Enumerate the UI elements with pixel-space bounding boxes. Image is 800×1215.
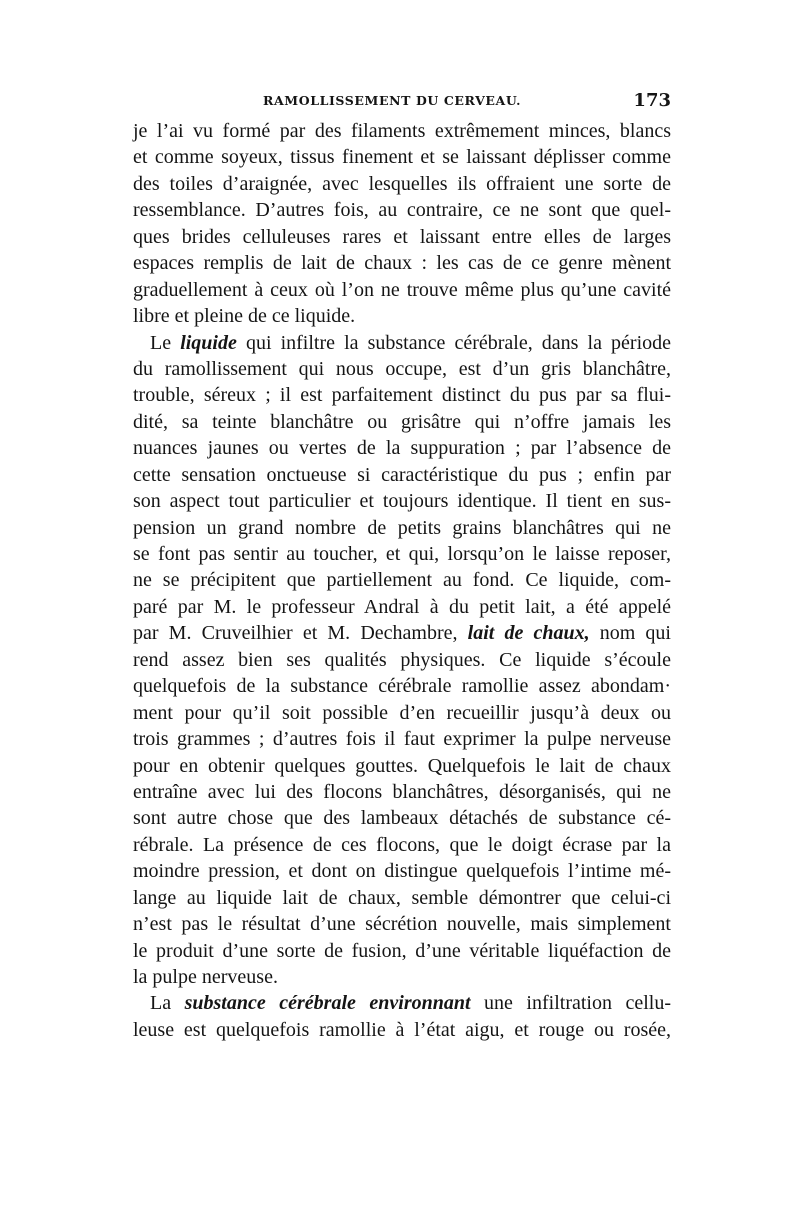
text-line: ment pour qu’il soit possible d’en recueillir jusqu’à deux ou (133, 701, 671, 724)
text-line: libre et pleine de ce liquide. (133, 305, 356, 328)
paragraph-lead-word: La (150, 992, 172, 1015)
text-line: espaces remplis de lait de chaux : les cas de ce genre mènent (133, 252, 671, 275)
italic-term: liquide (180, 331, 237, 354)
text-line: pension un grand nombre de petits grains blanchâtres qui ne (133, 516, 671, 539)
text-segment: qui infiltre la substance cérébrale, dans la période (245, 331, 672, 354)
text-line: cette sensation onctueuse si caractéristique du pus ; enfin par (133, 463, 671, 486)
text-line: ressemblance. D’autres fois, au contraire, ce ne sont que quel- (133, 199, 671, 222)
text-line: nuances jaunes ou vertes de la suppuration ; par l’absence de (133, 437, 671, 460)
text-line: ne se précipitent que partiellement au fond. Ce liquide, com- (133, 569, 671, 592)
paragraph-start-line (133, 990, 671, 1016)
text-line: lange au liquide lait de chaux, semble démontrer que celui-ci (133, 886, 671, 909)
body-text (133, 118, 671, 1043)
text-line: paré par M. le professeur Andral à du petit lait, a été appelé (133, 595, 671, 618)
text-line: leuse est quelquefois ramollie à l’état aigu, et rouge ou rosée, (133, 1018, 671, 1041)
text-line: du ramollissement qui nous occupe, est d’un gris blanchâtre, (133, 357, 671, 380)
page-number: 173 (633, 90, 671, 111)
text-line: sont autre chose que des lambeaux détachés de substance cé- (133, 807, 671, 830)
text-line: se font pas sentir au toucher, et qui, lorsqu’on le laisse reposer, (133, 543, 671, 565)
text-line: la pulpe nerveuse. (133, 966, 278, 988)
text-line: rend assez bien ses qualités physiques. Ce liquide s’écoule (133, 648, 671, 671)
text-line: trouble, séreux ; il est parfaitement distinct du pus par sa flui- (133, 384, 671, 407)
text-segment: par M. Cruveilhier et M. Dechambre, (133, 622, 458, 645)
paragraph-lead-word: Le (150, 331, 172, 354)
italic-term: substance cérébrale environnant (184, 992, 471, 1015)
text-line: moindre pression, et dont on distingue quelquefois l’intime mé- (133, 860, 671, 883)
text-line: ques brides celluleuses rares et laissant entre elles de larges (133, 225, 671, 248)
text-line: quelquefois de la substance cérébrale ramollie assez abondam· (133, 675, 671, 698)
italic-term: lait de chaux, (467, 622, 590, 645)
running-head (133, 90, 671, 117)
text-line: entraîne avec lui des flocons blanchâtres, désorganisés, qui ne (133, 780, 671, 803)
text-line: des toiles d’araignée, avec lesquelles ils offraient une sorte de (133, 172, 671, 195)
paragraph-start-line (133, 330, 671, 356)
text-segment: une infiltration cellu- (484, 992, 672, 1015)
text-line: rébrale. La présence de ces flocons, que le doigt écrase par la (133, 833, 671, 856)
text-line: et comme soyeux, tissus finement et se laissant déplisser comme (133, 146, 671, 169)
text-line: son aspect tout particulier et toujours identique. Il tient en sus- (133, 490, 671, 513)
text-line: n’est pas le résultat d’une sécrétion nouvelle, mais simplement (133, 913, 671, 936)
text-line: dité, sa teinte blanchâtre ou grisâtre qui n’offre jamais les (133, 410, 671, 433)
text-line: je l’ai vu formé par des filaments extrêmement minces, blancs (133, 120, 671, 142)
text-line: trois grammes ; d’autres fois il faut exprimer la pulpe nerveuse (133, 728, 671, 751)
text-line: graduellement à ceux où l’on ne trouve même plus qu’une cavité (133, 278, 671, 301)
mixed-text-line (133, 620, 671, 646)
text-segment: nom qui (599, 622, 671, 645)
text-line: le produit d’une sorte de fusion, d’une véritable liquéfaction de (133, 939, 671, 962)
running-title: RAMOLLISSEMENT DU CERVEAU. (263, 93, 522, 108)
text-line: pour en obtenir quelques gouttes. Quelquefois le lait de chaux (133, 754, 671, 777)
